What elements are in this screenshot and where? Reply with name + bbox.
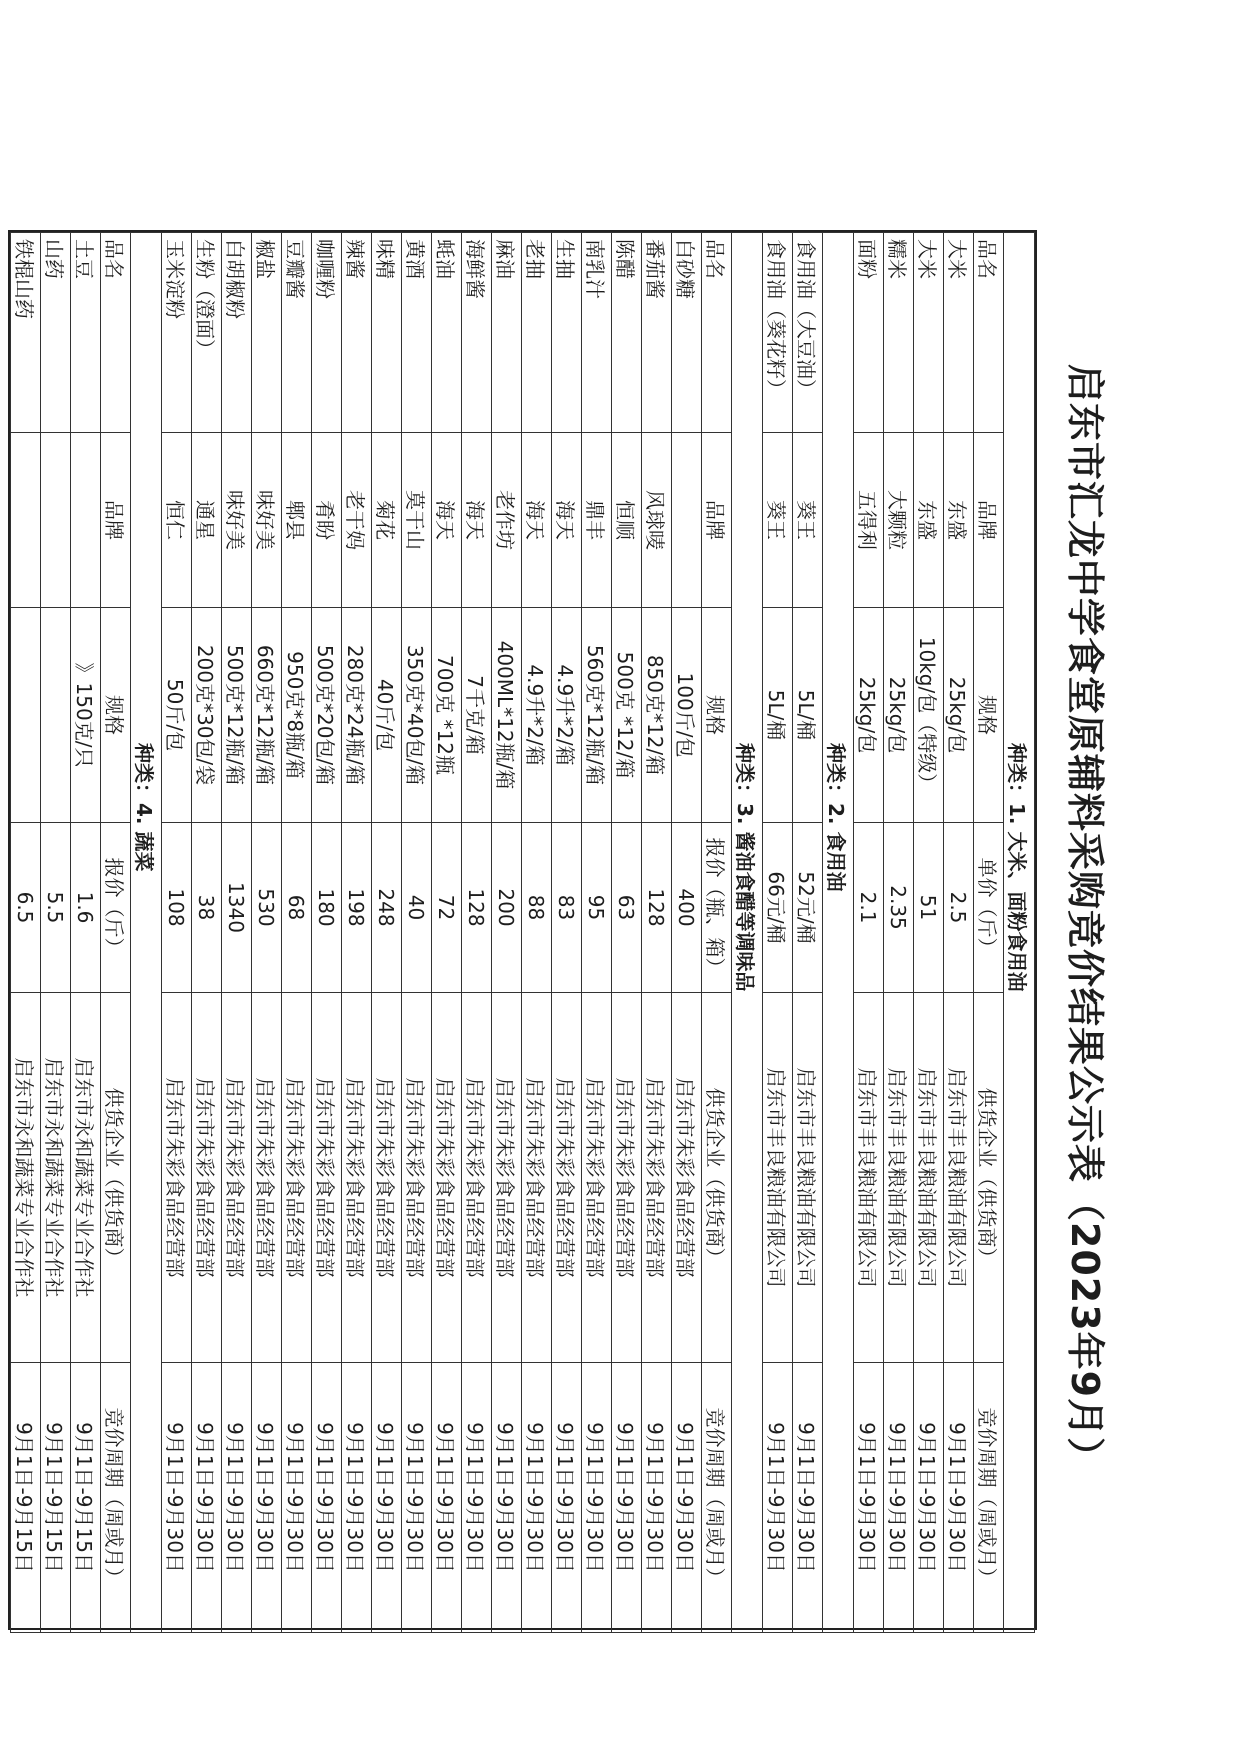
table-cell: 51 — [914, 823, 944, 993]
table-cell: 山药 — [41, 233, 71, 433]
column-header: 竞价周期（周或月） — [702, 1363, 732, 1633]
column-header: 报价（瓶、箱） — [702, 823, 732, 993]
table-cell: 560克*12瓶/箱 — [582, 608, 612, 823]
table-cell: 味精 — [372, 233, 402, 433]
table-cell: 鼎丰 — [582, 433, 612, 608]
table-row — [582, 233, 612, 1633]
table-cell: 700克 *12瓶 — [432, 608, 462, 823]
table-cell: 9月1日-9月30日 — [492, 1363, 522, 1633]
table-cell: 老抽 — [522, 233, 552, 433]
table-cell: 52元/桶 — [793, 823, 823, 993]
table-cell: 老干妈 — [342, 433, 372, 608]
table-cell: 启东市朱彩食品经营部 — [192, 993, 222, 1363]
table-cell: 400ML*12瓶/箱 — [492, 608, 522, 823]
table-cell: 辣酱 — [342, 233, 372, 433]
table-cell: 启东市朱彩食品经营部 — [522, 993, 552, 1363]
table-cell: 食用油（葵花籽） — [763, 233, 793, 433]
table-cell: 白胡椒粉 — [222, 233, 252, 433]
table-cell: 启东市丰良粮油有限公司 — [854, 993, 884, 1363]
table-cell: 9月1日-9月30日 — [763, 1363, 793, 1633]
table-cell: 启东市丰良粮油有限公司 — [763, 993, 793, 1363]
category-label: 种类：1. 大米、面粉食用油 — [1004, 233, 1035, 1633]
table-cell: 180 — [312, 823, 342, 993]
table-cell: 铁棍山药 — [11, 233, 41, 433]
table-cell: 启东市朱彩食品经营部 — [432, 993, 462, 1363]
table-cell: 40斤/包 — [372, 608, 402, 823]
table-cell: 启东市朱彩食品经营部 — [312, 993, 342, 1363]
table-cell: 66元/桶 — [763, 823, 793, 993]
category-row — [732, 233, 763, 1633]
table-cell: 肴盼 — [312, 433, 342, 608]
column-header: 规格 — [101, 608, 131, 823]
table-cell: 老作坊 — [492, 433, 522, 608]
table-row — [252, 233, 282, 1633]
column-header: 品名 — [974, 233, 1004, 433]
table-cell: 面粉 — [854, 233, 884, 433]
table-cell: 100斤/包 — [672, 608, 702, 823]
table-row — [672, 233, 702, 1633]
table-cell: 280克*24瓶/箱 — [342, 608, 372, 823]
table-cell: 9月1日-9月30日 — [282, 1363, 312, 1633]
table-cell: 9月1日-9月30日 — [612, 1363, 642, 1633]
table-cell: 海鲜酱 — [462, 233, 492, 433]
table-cell: 500克*20包/箱 — [312, 608, 342, 823]
table-cell: 启东市朱彩食品经营部 — [222, 993, 252, 1363]
table-cell — [71, 433, 101, 608]
table-cell: 4.9升*2/箱 — [522, 608, 552, 823]
table-cell: 2.5 — [944, 823, 974, 993]
table-row — [944, 233, 974, 1633]
table-cell: 东盛 — [944, 433, 974, 608]
table-cell: 菊花 — [372, 433, 402, 608]
table-cell: 食用油（大豆油） — [793, 233, 823, 433]
table-cell: 启东市朱彩食品经营部 — [492, 993, 522, 1363]
table-cell: 生粉（澄面） — [192, 233, 222, 433]
table-row — [854, 233, 884, 1633]
table-row — [612, 233, 642, 1633]
table-cell: 9月1日-9月30日 — [192, 1363, 222, 1633]
table-cell: 启东市朱彩食品经营部 — [372, 993, 402, 1363]
table-cell: 500克 *12/箱 — [612, 608, 642, 823]
table-cell: 350克*40包/箱 — [402, 608, 432, 823]
table-cell: 麻油 — [492, 233, 522, 433]
table-cell: 启东市朱彩食品经营部 — [252, 993, 282, 1363]
table-row — [402, 233, 432, 1633]
column-header: 供货企业（供货商） — [101, 993, 131, 1363]
table-cell: 50斤/包 — [162, 608, 192, 823]
column-header: 单价（斤） — [974, 823, 1004, 993]
table-cell: 9月1日-9月30日 — [642, 1363, 672, 1633]
table-cell: 大米 — [914, 233, 944, 433]
table-cell: 咖喱粉 — [312, 233, 342, 433]
table-cell: 198 — [342, 823, 372, 993]
table-cell: 850克*12/箱 — [642, 608, 672, 823]
table-cell: 启东市永和蔬菜专业合作社 — [41, 993, 71, 1363]
table-cell: 5.5 — [41, 823, 71, 993]
table-cell: 海天 — [432, 433, 462, 608]
table-cell: 糯米 — [884, 233, 914, 433]
table-cell: 5L/桶 — [793, 608, 823, 823]
table-cell: 葵王 — [793, 433, 823, 608]
table-cell: 土豆 — [71, 233, 101, 433]
table-cell: 68 — [282, 823, 312, 993]
table-cell: 9月1日-9月30日 — [252, 1363, 282, 1633]
table-cell: 风球唛 — [642, 433, 672, 608]
table-cell — [11, 608, 41, 823]
table-cell: 248 — [372, 823, 402, 993]
column-header: 品牌 — [702, 433, 732, 608]
column-header: 竞价周期（周或月） — [101, 1363, 131, 1633]
table-cell: 10kg/包（特级） — [914, 608, 944, 823]
table-row — [432, 233, 462, 1633]
table-cell: 9月1日-9月30日 — [372, 1363, 402, 1633]
table-row — [884, 233, 914, 1633]
table-cell: 950克*8瓶/箱 — [282, 608, 312, 823]
column-header: 供货企业（供货商） — [974, 993, 1004, 1363]
table-row — [342, 233, 372, 1633]
table-cell: 启东市朱彩食品经营部 — [282, 993, 312, 1363]
table-cell: 1.6 — [71, 823, 101, 993]
table-cell: 25kg/包 — [944, 608, 974, 823]
table-cell: 启东市朱彩食品经营部 — [342, 993, 372, 1363]
table-cell: 通星 — [192, 433, 222, 608]
table-cell — [11, 433, 41, 608]
document-title: 启东市汇龙中学食堂原辅料采购竞价结果公示表（2023年9月） — [1063, 363, 1107, 1477]
table-row — [914, 233, 944, 1633]
table-row — [41, 233, 71, 1633]
table-cell: 4.9升*2/箱 — [552, 608, 582, 823]
table-cell: 25kg/包 — [854, 608, 884, 823]
table-cell: 9月1日-9月30日 — [162, 1363, 192, 1633]
column-header: 品牌 — [101, 433, 131, 608]
table-row — [71, 233, 101, 1633]
table-cell: 豆瓣酱 — [282, 233, 312, 433]
table-cell: 6.5 — [11, 823, 41, 993]
table-cell — [41, 608, 71, 823]
table-cell: 椒盐 — [252, 233, 282, 433]
table-row — [793, 233, 823, 1633]
table-cell: 72 — [432, 823, 462, 993]
table-row — [763, 233, 793, 1633]
header-row — [702, 233, 732, 1633]
table-cell: 63 — [612, 823, 642, 993]
column-header: 品名 — [702, 233, 732, 433]
header-row — [101, 233, 131, 1633]
table-cell: 400 — [672, 823, 702, 993]
table-cell: 9月1日-9月30日 — [522, 1363, 552, 1633]
table-cell: 蚝油 — [432, 233, 462, 433]
table-cell: 陈醋 — [612, 233, 642, 433]
table-cell: 200克*30包/袋 — [192, 608, 222, 823]
table-cell: 9月1日-9月15日 — [41, 1363, 71, 1633]
table-row — [192, 233, 222, 1633]
table-cell: 莫干山 — [402, 433, 432, 608]
table-cell: 启东市丰良粮油有限公司 — [793, 993, 823, 1363]
table-cell: 番茄酱 — [642, 233, 672, 433]
table-cell: 9月1日-9月30日 — [312, 1363, 342, 1633]
table-cell: 启东市朱彩食品经营部 — [612, 993, 642, 1363]
category-label: 种类：4. 蔬菜 — [131, 233, 162, 1633]
category-row — [1004, 233, 1035, 1633]
table-cell: 南乳汁 — [582, 233, 612, 433]
table-cell: 东盛 — [914, 433, 944, 608]
document-sheet — [12, 190, 1115, 1650]
table-cell: 83 — [552, 823, 582, 993]
table-cell: 9月1日-9月30日 — [402, 1363, 432, 1633]
table-cell: 9月1日-9月30日 — [462, 1363, 492, 1633]
column-header: 品牌 — [974, 433, 1004, 608]
table-cell: 128 — [462, 823, 492, 993]
column-header: 规格 — [702, 608, 732, 823]
table-cell: 启东市朱彩食品经营部 — [402, 993, 432, 1363]
table-cell: 生抽 — [552, 233, 582, 433]
procurement-table — [10, 232, 1035, 1633]
table-cell: 海天 — [462, 433, 492, 608]
table-cell: 9月1日-9月30日 — [582, 1363, 612, 1633]
table-cell: 五得利 — [854, 433, 884, 608]
procurement-table-container — [8, 230, 1037, 1630]
table-cell: 95 — [582, 823, 612, 993]
table-row — [492, 233, 522, 1633]
table-cell: 9月1日-9月30日 — [342, 1363, 372, 1633]
table-cell: 2.35 — [884, 823, 914, 993]
table-cell: 大米 — [944, 233, 974, 433]
table-body — [11, 233, 1035, 1633]
table-cell: 9月1日-9月30日 — [552, 1363, 582, 1633]
table-cell: 海天 — [522, 433, 552, 608]
table-cell — [672, 433, 702, 608]
category-label: 种类：2. 食用油 — [823, 233, 854, 1633]
table-cell: 白砂糖 — [672, 233, 702, 433]
table-cell: 郫县 — [282, 433, 312, 608]
table-row — [552, 233, 582, 1633]
table-cell: 启东市永和蔬菜专业合作社 — [11, 993, 41, 1363]
table-cell: 启东市朱彩食品经营部 — [162, 993, 192, 1363]
table-cell: 启东市朱彩食品经营部 — [642, 993, 672, 1363]
column-header: 报价（斤） — [101, 823, 131, 993]
table-cell: 9月1日-9月30日 — [432, 1363, 462, 1633]
table-row — [222, 233, 252, 1633]
column-header: 品名 — [101, 233, 131, 433]
table-cell: 启东市朱彩食品经营部 — [672, 993, 702, 1363]
table-cell: 黄酒 — [402, 233, 432, 433]
table-cell: 9月1日-9月30日 — [222, 1363, 252, 1633]
table-cell: 恒仁 — [162, 433, 192, 608]
table-cell: 启东市丰良粮油有限公司 — [884, 993, 914, 1363]
table-row — [312, 233, 342, 1633]
table-cell: 味好美 — [252, 433, 282, 608]
table-cell: 葵王 — [763, 433, 793, 608]
table-cell: 恒顺 — [612, 433, 642, 608]
table-cell: 9月1日-9月30日 — [854, 1363, 884, 1633]
table-cell: 9月1日-9月30日 — [914, 1363, 944, 1633]
table-cell: 9月1日-9月15日 — [71, 1363, 101, 1633]
table-cell: 9月1日-9月30日 — [884, 1363, 914, 1633]
category-label: 种类：3. 酱油食醋等调味品 — [732, 233, 763, 1633]
table-cell: 500克*12瓶/箱 — [222, 608, 252, 823]
column-header: 规格 — [974, 608, 1004, 823]
table-cell: 9月1日-9月15日 — [11, 1363, 41, 1633]
table-cell: 启东市丰良粮油有限公司 — [914, 993, 944, 1363]
column-header: 供货企业（供货商） — [702, 993, 732, 1363]
table-cell: 88 — [522, 823, 552, 993]
table-cell: 味好美 — [222, 433, 252, 608]
table-cell: 9月1日-9月30日 — [672, 1363, 702, 1633]
table-row — [642, 233, 672, 1633]
column-header: 竞价周期（周或月） — [974, 1363, 1004, 1633]
table-cell: 660克*12瓶/箱 — [252, 608, 282, 823]
table-cell: 9月1日-9月30日 — [793, 1363, 823, 1633]
category-row — [131, 233, 162, 1633]
header-row — [974, 233, 1004, 1633]
table-cell: 1340 — [222, 823, 252, 993]
table-row — [11, 233, 41, 1633]
table-cell: 40 — [402, 823, 432, 993]
table-row — [282, 233, 312, 1633]
table-cell: 108 — [162, 823, 192, 993]
table-cell: 25kg/包 — [884, 608, 914, 823]
table-cell: 玉米淀粉 — [162, 233, 192, 433]
category-row — [823, 233, 854, 1633]
table-row — [372, 233, 402, 1633]
table-cell: 128 — [642, 823, 672, 993]
table-row — [522, 233, 552, 1633]
table-cell: 启东市永和蔬菜专业合作社 — [71, 993, 101, 1363]
table-cell: 9月1日-9月30日 — [944, 1363, 974, 1633]
table-cell: 38 — [192, 823, 222, 993]
table-cell: 5L/桶 — [763, 608, 793, 823]
table-cell — [41, 433, 71, 608]
table-cell: 启东市丰良粮油有限公司 — [944, 993, 974, 1363]
table-row — [462, 233, 492, 1633]
table-cell: 7千克/箱 — [462, 608, 492, 823]
table-cell: 启东市朱彩食品经营部 — [462, 993, 492, 1363]
table-cell: 海天 — [552, 433, 582, 608]
table-cell: 》150克/只 — [71, 608, 101, 823]
table-cell: 大颗粒 — [884, 433, 914, 608]
table-cell: 530 — [252, 823, 282, 993]
table-row — [162, 233, 192, 1633]
table-cell: 启东市朱彩食品经营部 — [582, 993, 612, 1363]
table-cell: 200 — [492, 823, 522, 993]
table-cell: 启东市朱彩食品经营部 — [552, 993, 582, 1363]
table-cell: 2.1 — [854, 823, 884, 993]
